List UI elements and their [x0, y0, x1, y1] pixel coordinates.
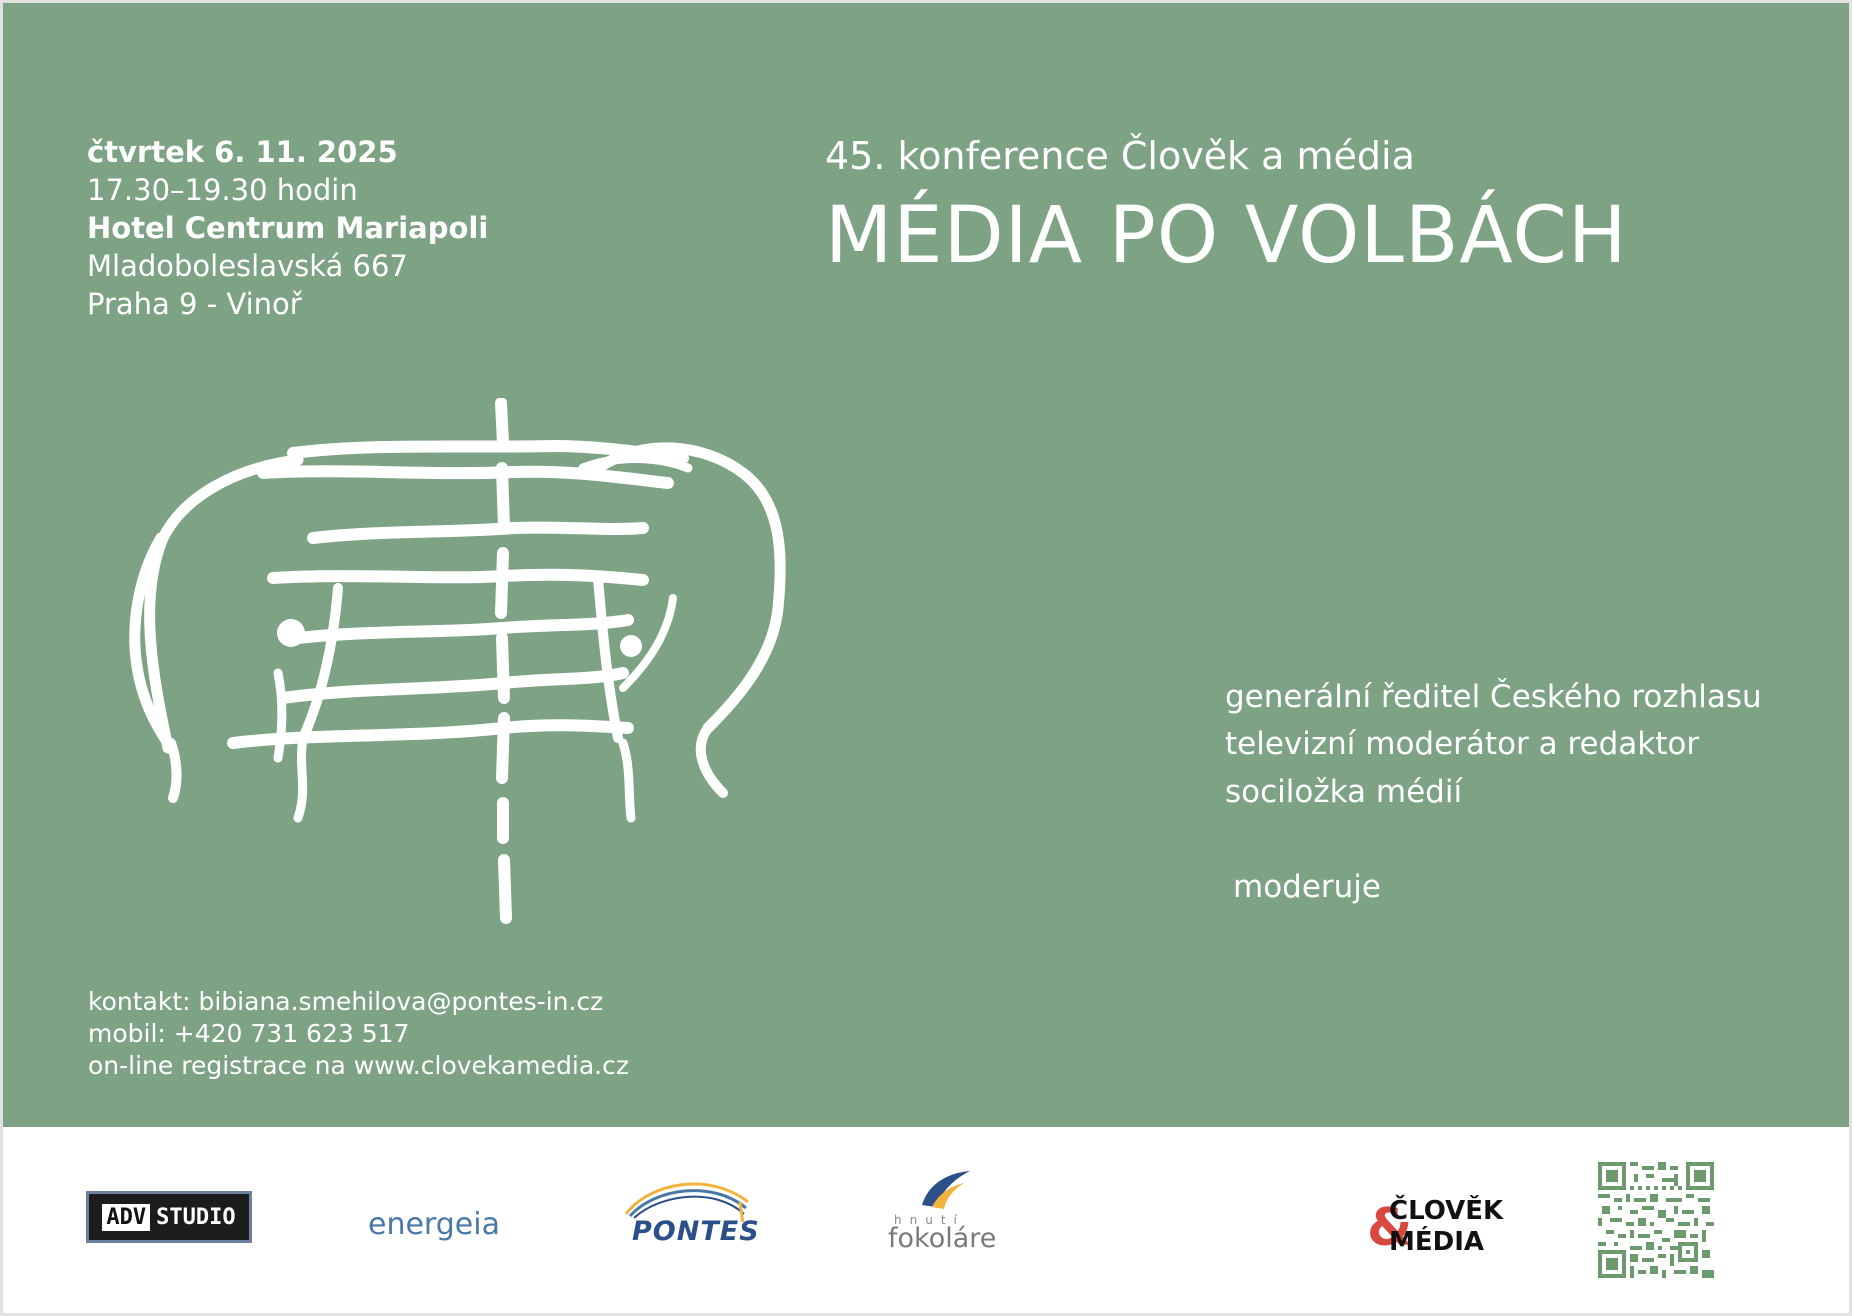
event-street: Mladoboleslavská 667 — [87, 249, 408, 283]
page-title: MÉDIA PO VOLBÁCH — [825, 191, 1628, 281]
pontes-logo-text: PONTES — [632, 1216, 760, 1247]
speaker-role: sociložka médií — [1225, 774, 1463, 810]
contact-phone: mobil: +420 731 623 517 — [88, 1019, 410, 1048]
contact-info — [88, 986, 629, 1082]
clovek-logo-line2: MÉDIA — [1389, 1227, 1485, 1257]
adv-logo-text: ADV — [102, 1204, 150, 1231]
clovek-a-media-logo — [1367, 1194, 1517, 1258]
studio-logo-text: STUDIO — [156, 1204, 236, 1230]
pontes-logo — [620, 1172, 760, 1252]
event-info — [87, 133, 488, 323]
event-venue: Hotel Centrum Mariapoli — [87, 211, 489, 245]
speaker-role: televizní moderátor a redaktor — [1225, 726, 1700, 762]
energeia-logo: energeia — [368, 1207, 500, 1242]
event-date: čtvrtek 6. 11. 2025 — [87, 135, 398, 169]
fokolare-small-text: hnutí — [894, 1213, 965, 1227]
fokolare-logo — [888, 1165, 1008, 1255]
pontes-arc-icon — [620, 1172, 755, 1222]
event-time: 17.30–19.30 hodin — [87, 173, 358, 207]
speaker-role: generální ředitel Českého rozhlasu — [1225, 679, 1762, 715]
fokolare-logo-text: fokoláre — [888, 1223, 997, 1254]
qr-code-icon — [1598, 1162, 1714, 1278]
abstract-brush-drawing-icon — [83, 398, 923, 938]
contact-email: kontakt: bibiana.smehilova@pontes-in.cz — [88, 987, 604, 1016]
contact-registration: on-line registrace na www.clovekamedia.cz — [88, 1051, 629, 1080]
conference-subtitle: 45. konference Člověk a média — [825, 134, 1415, 178]
event-city: Praha 9 - Vinoř — [87, 287, 302, 321]
moderator-role: moderuje — [1233, 869, 1381, 905]
clovek-logo-line1: ČLOVĚK — [1389, 1196, 1504, 1226]
adv-studio-logo — [86, 1191, 252, 1243]
clovek-logo-ampersand: & — [1367, 1198, 1413, 1258]
poster-panel — [3, 3, 1849, 1127]
fokolare-swoosh-icon — [918, 1165, 978, 1211]
